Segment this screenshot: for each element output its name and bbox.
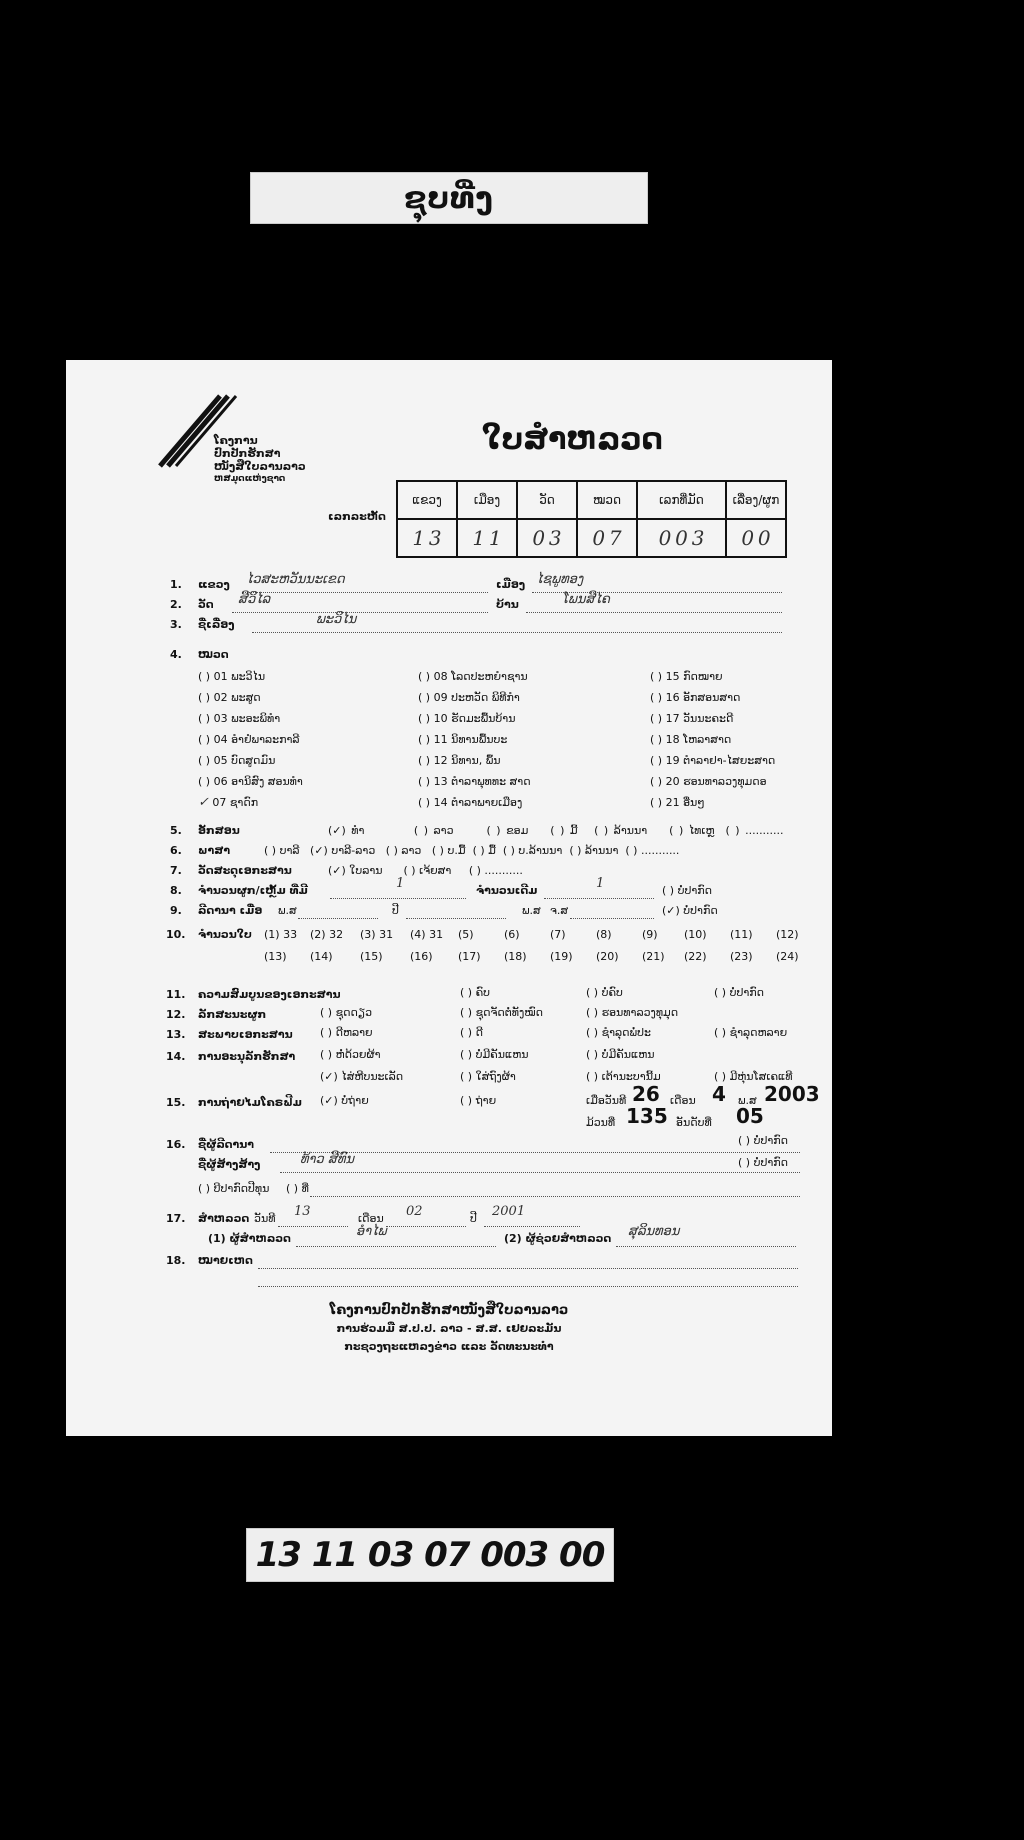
inscriber-label: ຊື່ຜູ້ລີດານາ bbox=[198, 1138, 254, 1151]
code-digit: 0 bbox=[741, 526, 755, 550]
leaf-count-cell: (20) bbox=[596, 950, 619, 963]
microfilm-year-label: ພ.ສ bbox=[738, 1094, 757, 1107]
language-option[interactable]: ( ) ........... bbox=[625, 844, 680, 857]
completeness-option[interactable]: ( ) ຄົບ bbox=[460, 986, 491, 999]
frame-label: ອັນດັບທີ່ bbox=[676, 1116, 712, 1129]
microfilm-option[interactable]: ( ) ຖ່າຍ bbox=[460, 1094, 497, 1107]
surveyor-label: (1) ຜູ້ສຳຫລວດ bbox=[208, 1232, 291, 1245]
leaf-count-label: ຈຳນວນໃບ bbox=[198, 928, 252, 941]
language-option[interactable]: ( ) ບ.ລ້ານນາ bbox=[502, 844, 563, 857]
village-value: ໂພນສີໄຄ bbox=[562, 592, 610, 607]
language-option[interactable]: ( ) ລ້ານນາ bbox=[569, 844, 619, 857]
category-option[interactable]: ( ) 17 ວັນນະຄະດີ bbox=[650, 712, 734, 725]
code-digit: 1 bbox=[472, 526, 486, 550]
code-digit: 1 bbox=[488, 526, 502, 550]
leaf-count-cell: (4) 31 bbox=[410, 928, 444, 941]
category-col-3 bbox=[650, 666, 775, 813]
category-option[interactable]: ( ) 19 ຕຳລາຢາ-ໄສຍະສາດ bbox=[650, 754, 776, 767]
script-option[interactable]: ( ) ........... bbox=[725, 824, 784, 837]
bundle-count-label: ຈຳນວນຜູກ/ເຫຼັ້ມ ທີ່ມີ bbox=[198, 884, 308, 897]
category-option[interactable]: ( ) 21 ອື່ນໆ bbox=[650, 796, 705, 809]
microfilm-day: 26 bbox=[632, 1082, 660, 1106]
leaf-count-cell: (24) bbox=[776, 950, 799, 963]
completeness-option[interactable]: ( ) ບໍ່ຄົບ bbox=[586, 986, 623, 999]
code-digit: 3 bbox=[548, 526, 562, 550]
category-option-selected[interactable]: ✓ 07 ຊາດົກ bbox=[198, 795, 259, 810]
survey-year-label: ປີ bbox=[470, 1212, 477, 1225]
leaf-count-cell: (2) 32 bbox=[310, 928, 344, 941]
leaf-count-cell: (16) bbox=[410, 950, 433, 963]
form-footer bbox=[66, 1302, 832, 1356]
era-label: ພ.ສ bbox=[522, 904, 541, 917]
roll-number: 135 bbox=[626, 1104, 668, 1128]
code-header: ແຂວງ bbox=[397, 481, 457, 519]
leaf-count-cell: (18) bbox=[504, 950, 527, 963]
code-digit: 7 bbox=[608, 526, 622, 550]
code-table bbox=[396, 480, 787, 558]
title-label: ຊື່ເລື່ອງ bbox=[198, 618, 235, 631]
leaf-count-cell: (14) bbox=[310, 950, 333, 963]
script-label: ອັກສອນ bbox=[198, 824, 240, 837]
script-option[interactable]: ( ) ມີ້ bbox=[550, 824, 578, 837]
not-shown-option[interactable]: (✓) ບໍ່ປາກົດ bbox=[662, 904, 718, 917]
leaf-count-cell: (12) bbox=[776, 928, 799, 941]
leaf-count-cell: (7) bbox=[550, 928, 566, 941]
script-option[interactable]: ( ) ລ້ານນາ bbox=[594, 824, 648, 837]
material-options bbox=[328, 864, 523, 877]
script-option[interactable]: (✓) ທຳ bbox=[328, 824, 365, 837]
leaf-count-cell: (19) bbox=[550, 950, 573, 963]
top-label-strip bbox=[250, 172, 648, 224]
bottom-label: 13 11 03 07 003 00 bbox=[255, 1535, 605, 1575]
sponsor-label: ຊື່ຜູ້ສ້າງສ້າງ bbox=[198, 1158, 261, 1171]
leaf-count-cell: (3) 31 bbox=[360, 928, 394, 941]
era-label: ພ.ສ bbox=[278, 904, 297, 917]
original-count-label: ຈຳນວນເດີມ bbox=[476, 884, 538, 897]
survey-year: 2001 bbox=[492, 1204, 526, 1219]
condition-option[interactable]: ( ) ຊຳລຸດຫລາຍ bbox=[714, 1026, 788, 1039]
district-label: ເມືອງ bbox=[496, 578, 526, 591]
code-header: ເລກທີ່ມັດ bbox=[637, 481, 726, 519]
leaf-count-cell: (9) bbox=[642, 928, 658, 941]
code-header: ເລື່ອງ/ຜູກ bbox=[726, 481, 786, 519]
completeness-label: ຄວາມສົມບູນຂອງເອກະສານ bbox=[198, 988, 341, 1001]
code-digit: 0 bbox=[675, 526, 688, 550]
survey-form-page: ໂຄງການ ປົກປັກຮັກສາ ໜັງສືໃບລານລາວ ຫສມຸດແຫ່ງຊາດ ໃບສຳຫລວດ ເລກລະຫັດ ແຂວງ ເມືອງ ວັດ ໝວດ ເລກທີ່ມັດ ເລື່ອງ/ຜູກ 1 3 1 1 0 3 0 7 0 0 3 0 0 1. ແຂວງ ໄວສະຫວັນນະເຂດ ເມືອງ ໄຊພູທອງ 2. ວັດ ສີວິໄລ ບ້ານ ໂພນສີໄຄ 3. ຊື່ເລື່ອງ ພະວິໄນ 4. ໝວດ ( ) 01 ພະວິໄນ ( ) 02 ພະສູດ ( ) 03 ພະອະພິທຳ ( ) 04 ອໍາຢໍພາລະກາລີ ( ) 05 ບົດສູດມົນ ( ) 06 ອານິສົງ ສອນທຳ ✓ 07 ຊາດົກ ( ) 08 ໂລດປະຫຍໍາຊານ ( ) 09 ປະຫວັດ ພິທີກຳ ( ) 10 ຮັດມະພື້ນບ້ານ ( ) 11 ນິທານພື້ນບະ ( ) 12 ນິທານ, ພຶ້ນ ( ) 13 ຕຳລາພຸທທະ ສາດ ( ) 14 ຕຳລາພາຍເມືອງ ( ) 15 ກົດໝາຍ ( ) 16 ອັກສອນສາດ ( ) 17 ວັນນະຄະດີ ( ) 18 ໂຫລາສາດ ( ) 19 ຕຳລາຢາ-ໄສຍະສາດ ( ) 20 ຮອນທາລວງທຸມດອ ( ) 21 ອື່ນໆ 5. ອັກສອນ (✓) ທຳ ( ) ລາວ ( ) ຂອມ ( ) ມີ້ ( ) ລ້ານນາ ( ) ໄທເຫຼ ( ) ........... 6. ພາສາ ( ) ບາລີ (✓) ບາລີ-ລາວ ( ) ລາວ ( ) ບ.ມື້ ( ) ມື້ ( ) ບ.ລ້ານນາ ( ) ລ້ານນາ ( ) ........... 7. ວັດສະດຸເອກະສານ (✓) ໃບລານ ( ) ເຈ້ຍສາ ( ) ........... 8. ຈຳນວນຜູກ/ເຫຼັ້ມ ທີ່ມີ 1 ຈຳນວນເດີມ 1 ( ) ບໍ່ປາກົດ 9. ລີດານາ ເມື່ອ ພ.ສ ປີ ພ.ສ ຈ.ສ (✓) ບໍ່ປາກົດ 10. ຈຳນວນໃບ (1) 33 (2) 32 (3) 31 (4) 31 (5) (6) (7) (8) (9) (10) (11) (12) (13) (14) (15) (16) (17) (18) (19) (20) (21) (22) (23) (24) 11. ຄວາມສົມບູນຂອງເອກະສານ ( ) ຄົບ ( ) ບໍ່ຄົບ ( ) ບໍ່ປາກົດ 12. ລັກສະນະຜູກ ( ) ຊຸດດຽວ ( ) ຊຸດຈັດຕໍ່ທັງໝົດ ( ) ຮອນທາລວງທຸມຸດ 13. ສະພາບເອກະສານ ( ) ດີຫລາຍ ( ) ດີ ( ) ຊຳລຸດພໍ່ປະ ( ) ຊຳລຸດຫລາຍ 14. ການອະນຸລັກຮັກສາ ( ) ຫໍ່ດ້ວຍຜ້າ ( ) ບໍ່ມີຄັນແຫນ ( ) ບໍ່ມີຄັນແຫນ (✓) ໄສ່ຫີບນະເລັດ ( ) ໃສ່ຖົງຜ້າ ( ) ເຕ້ານະບານີ້ມ ( ) ມີຫຸ່ນໂສເຄແທີ 15. ການຖ່າຍໄມໂຄຣຟີມ (✓) ບໍ່ຖ່າຍ ( ) ຖ່າຍ ເມື່ອວັນທີ 26 ເດືອນ 4 ພ.ສ 2003 ມ້ວນທີ່ 135 ອັນດັບທີ່ 05 16. ຊື່ຜູ້ລີດານາ ( ) ບໍ່ປາກົດ ຊື່ຜູ້ສ້າງສ້າງ ທ້າວ ສີທົນ ( ) ບໍ່ປາກົດ ( ) ບີປາກົດປີທຸນ ( ) ທີ່ 17. ສຳຫລວດ ວັນທີ 13 ເດືອນ 02 ປີ 2001 (1) ຜູ້ສຳຫລວດ ອຳໄພ (2) ຜູ້ຊ່ວຍສຳຫລວດ ສຸລິນທອນ 18. ໝາຍເຫດ ໂຄງການປົກປັກຮັກສາໜັງສືໃບລານລາວ ການຮ່ວມມື ສ.ປ.ປ. ລາວ - ສ.ສ. ເຢຍລະມັນ ກະຊວງຖະແຫລງຂ່າວ ແລະ ວັດທະນະທຳ bbox=[66, 360, 832, 1436]
org-block bbox=[214, 434, 306, 486]
bundle-type-option[interactable]: ( ) ຊຸດຈັດຕໍ່ທັງໝົດ bbox=[460, 1006, 543, 1019]
language-option[interactable]: ( ) ບ.ມື້ bbox=[431, 844, 466, 857]
org-line: ໜັງສືໃບລານລາວ bbox=[214, 460, 306, 473]
category-option[interactable]: ( ) 09 ປະຫວັດ ພິທີກຳ bbox=[418, 691, 520, 704]
category-option[interactable]: ( ) 06 ອານິສົງ ສອນທຳ bbox=[198, 775, 303, 788]
code-digit: 0 bbox=[658, 526, 672, 550]
survey-day: 13 bbox=[294, 1204, 311, 1219]
language-option[interactable]: ( ) ລາວ bbox=[385, 844, 422, 857]
material-option[interactable]: ( ) ເຈ້ຍສາ bbox=[403, 864, 452, 877]
script-option[interactable]: ( ) ໄທເຫຼ bbox=[669, 824, 715, 837]
code-header: ວັດ bbox=[517, 481, 577, 519]
category-option[interactable]: ( ) 15 ກົດໝາຍ bbox=[650, 670, 723, 683]
code-digit: 0 bbox=[757, 526, 771, 550]
leaf-count-cell: (23) bbox=[730, 950, 753, 963]
roll-label: ມ້ວນທີ່ bbox=[586, 1116, 616, 1129]
era-label: ຈ.ສ bbox=[550, 904, 569, 917]
condition-option[interactable]: ( ) ຊຳລຸດພໍ່ປະ bbox=[586, 1026, 651, 1039]
microfilm-month-label: ເດືອນ bbox=[670, 1094, 696, 1107]
form-title: ໃບສຳຫລວດ bbox=[482, 422, 663, 457]
condition-option[interactable]: ( ) ດີຫລາຍ bbox=[320, 1026, 373, 1039]
bundle-type-label: ລັກສະນະຜູກ bbox=[198, 1008, 267, 1021]
category-option[interactable]: ( ) 04 ອໍາຢໍພາລະກາລີ bbox=[198, 733, 300, 746]
preservation-option[interactable]: ( ) ໃສ່ຖົງຜ້າ bbox=[460, 1070, 516, 1083]
assistant-label: (2) ຜູ້ຊ່ວຍສຳຫລວດ bbox=[504, 1232, 612, 1245]
language-label: ພາສາ bbox=[198, 844, 231, 857]
sponsor-option[interactable]: ( ) ບີປາກົດປີທຸນ bbox=[198, 1182, 270, 1195]
category-option[interactable]: ( ) 12 ນິທານ, ພຶ້ນ bbox=[418, 754, 501, 767]
condition-option[interactable]: ( ) ດີ bbox=[460, 1026, 483, 1039]
village-label: ບ້ານ bbox=[496, 598, 519, 611]
check-mark-icon: ✓ bbox=[198, 795, 209, 810]
script-options bbox=[328, 824, 784, 837]
year-label: ປີ bbox=[392, 904, 399, 917]
category-option[interactable]: ( ) 03 ພະອະພິທຳ bbox=[198, 712, 281, 725]
leaf-count-cell: (1) 33 bbox=[264, 928, 298, 941]
language-option[interactable]: ( ) ມື້ bbox=[472, 844, 496, 857]
category-option[interactable]: ( ) 16 ອັກສອນສາດ bbox=[650, 691, 741, 704]
script-option[interactable]: ( ) ຂອມ bbox=[486, 824, 529, 837]
language-option[interactable]: ( ) ບາລີ bbox=[264, 844, 300, 857]
code-digit: 0 bbox=[532, 526, 546, 550]
microfilm-year: 2003 bbox=[764, 1082, 820, 1106]
sponsor-option[interactable]: ( ) ທີ່ bbox=[286, 1182, 309, 1195]
footer-line: ການຮ່ວມມື ສ.ປ.ປ. ລາວ - ສ.ສ. ເຢຍລະມັນ bbox=[336, 1322, 562, 1335]
footer-line: ກະຊວງຖະແຫລງຂ່າວ ແລະ ວັດທະນະທຳ bbox=[344, 1340, 554, 1353]
leaf-count-cell: (11) bbox=[730, 928, 753, 941]
province-value: ໄວສະຫວັນນະເຂດ bbox=[246, 572, 345, 587]
survey-label: ສຳຫລວດ bbox=[198, 1212, 250, 1225]
completeness-option[interactable]: ( ) ບໍ່ປາກົດ bbox=[714, 986, 764, 999]
surveyor-value: ອຳໄພ bbox=[356, 1224, 387, 1239]
leaf-count-cell: (13) bbox=[264, 950, 287, 963]
not-shown-option[interactable]: ( ) ບໍ່ປາກົດ bbox=[738, 1134, 788, 1147]
not-shown-option[interactable]: ( ) ບໍ່ປາກົດ bbox=[738, 1156, 788, 1169]
org-line: ໂຄງການ bbox=[214, 434, 258, 447]
condition-label: ສະພາບເອກະສານ bbox=[198, 1028, 293, 1041]
title-value: ພະວິໄນ bbox=[316, 612, 357, 627]
preservation-label: ການອະນຸລັກຮັກສາ bbox=[198, 1050, 296, 1063]
language-options bbox=[264, 844, 679, 857]
leaf-count-cell: (6) bbox=[504, 928, 520, 941]
category-option[interactable]: ( ) 10 ຮັດມະພື້ນບ້ານ bbox=[418, 712, 516, 725]
original-count-value: 1 bbox=[596, 876, 605, 891]
code-header: ເມືອງ bbox=[457, 481, 517, 519]
category-option[interactable]: ( ) 05 ບົດສູດມົນ bbox=[198, 754, 276, 767]
leaf-count-cell: (10) bbox=[684, 928, 707, 941]
temple-value: ສີວິໄລ bbox=[238, 592, 271, 607]
leaf-count-cell: (21) bbox=[642, 950, 665, 963]
code-header: ໝວດ bbox=[577, 481, 637, 519]
script-option[interactable]: ( ) ລາວ bbox=[413, 824, 454, 837]
category-option[interactable]: ( ) 14 ຕຳລາພາຍເມືອງ bbox=[418, 796, 523, 809]
leaf-count-cell: (8) bbox=[596, 928, 612, 941]
category-option[interactable]: ( ) 01 ພະວິໄນ bbox=[198, 670, 266, 683]
assistant-value: ສຸລິນທອນ bbox=[628, 1224, 680, 1239]
inscription-label: ລີດານາ ເມື່ອ bbox=[198, 904, 263, 917]
language-option[interactable]: (✓) ບາລີ-ລາວ bbox=[310, 844, 376, 857]
survey-month-label: ເດືອນ bbox=[358, 1212, 384, 1225]
temple-label: ວັດ bbox=[198, 598, 214, 611]
district-value: ໄຊພູທອງ bbox=[536, 572, 584, 587]
category-col-1 bbox=[198, 666, 303, 813]
microfilm-option[interactable]: (✓) ບໍ່ຖ່າຍ bbox=[320, 1094, 369, 1107]
preservation-option[interactable]: ( ) ບໍ່ມີຄັນແຫນ bbox=[460, 1048, 529, 1061]
bundle-type-option[interactable]: ( ) ຊຸດດຽວ bbox=[320, 1006, 373, 1019]
category-option[interactable]: ( ) 11 ນິທານພື້ນບະ bbox=[418, 733, 508, 746]
org-line: ປົກປັກຮັກສາ bbox=[214, 447, 281, 460]
survey-month: 02 bbox=[406, 1204, 423, 1219]
preservation-option[interactable]: ( ) ມີຫຸ່ນໂສເຄແທີ bbox=[714, 1070, 793, 1083]
survey-day-label: ວັນທີ bbox=[254, 1212, 276, 1225]
leaf-count-cell: (15) bbox=[360, 950, 383, 963]
code-label: ເລກລະຫັດ bbox=[328, 510, 386, 523]
material-label: ວັດສະດຸເອກະສານ bbox=[198, 864, 292, 877]
code-digit: 1 bbox=[412, 526, 426, 550]
remarks-label: ໝາຍເຫດ bbox=[198, 1254, 253, 1267]
top-label: ຊຸບທີ່ງ bbox=[404, 180, 494, 216]
preservation-option[interactable]: ( ) ເຕ້ານະບານີ້ມ bbox=[586, 1070, 661, 1083]
not-shown-option[interactable]: ( ) ບໍ່ປາກົດ bbox=[662, 884, 712, 897]
category-option[interactable]: ( ) 08 ໂລດປະຫຍໍາຊານ bbox=[418, 670, 528, 683]
material-option[interactable]: ( ) ........... bbox=[468, 864, 523, 877]
category-option[interactable]: ( ) 13 ຕຳລາພຸທທະ ສາດ bbox=[418, 775, 531, 788]
material-option[interactable]: (✓) ໃບລານ bbox=[328, 864, 383, 877]
category-col-2 bbox=[418, 666, 531, 813]
preservation-option[interactable]: ( ) ບໍ່ມີຄັນແຫນ bbox=[586, 1048, 655, 1061]
category-option[interactable]: ( ) 20 ຮອນທາລວງທຸມດອ bbox=[650, 775, 767, 788]
bundle-type-option[interactable]: ( ) ຮອນທາລວງທຸມຸດ bbox=[586, 1006, 679, 1019]
category-option[interactable]: ( ) 18 ໂຫລາສາດ bbox=[650, 733, 732, 746]
preservation-option[interactable]: (✓) ໄສ່ຫີບນະເລັດ bbox=[320, 1070, 404, 1083]
bottom-label-strip bbox=[246, 1528, 614, 1582]
code-digit: 0 bbox=[592, 526, 606, 550]
province-label: ແຂວງ bbox=[198, 578, 230, 591]
microfilm-month: 4 bbox=[712, 1082, 726, 1106]
footer-line: ໂຄງການປົກປັກຮັກສາໜັງສືໃບລານລາວ bbox=[329, 1303, 569, 1318]
code-digit: 3 bbox=[691, 526, 705, 550]
microfilm-label: ການຖ່າຍໄມໂຄຣຟີມ bbox=[198, 1096, 302, 1109]
microfilm-date-label: ເມື່ອວັນທີ bbox=[586, 1094, 627, 1107]
leaf-count-cell: (22) bbox=[684, 950, 707, 963]
category-label: ໝວດ bbox=[198, 648, 229, 661]
code-digit: 3 bbox=[428, 526, 442, 550]
sponsor-value: ທ້າວ ສີທົນ bbox=[300, 1152, 355, 1167]
org-line: ຫສມຸດແຫ່ງຊາດ bbox=[214, 474, 286, 484]
leaf-count-cell: (17) bbox=[458, 950, 481, 963]
frame-number: 05 bbox=[736, 1104, 764, 1128]
leaf-count-cell: (5) bbox=[458, 928, 474, 941]
bundle-count-value: 1 bbox=[396, 876, 405, 891]
preservation-option[interactable]: ( ) ຫໍ່ດ້ວຍຜ້າ bbox=[320, 1048, 381, 1061]
category-option[interactable]: ( ) 02 ພະສູດ bbox=[198, 691, 261, 704]
